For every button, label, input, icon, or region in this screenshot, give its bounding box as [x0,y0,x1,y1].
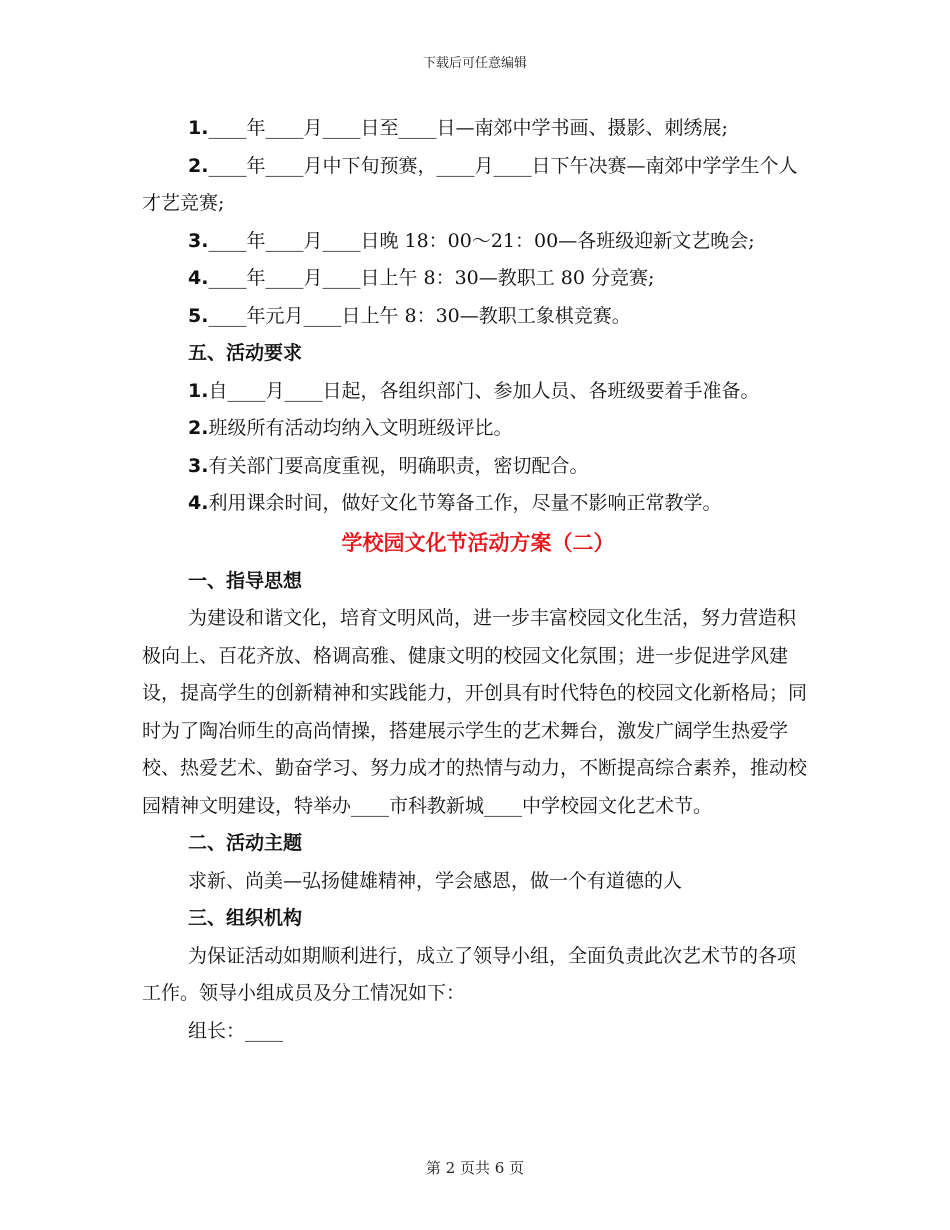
requirement-item-4 [142,485,814,523]
item-text: 利用课余时间，做好文化节筹备工作，尽量不影响正常教学。 [208,492,722,514]
section-heading-organization: 三、组织机构 [188,907,303,929]
item-number: 1. [188,379,209,402]
item-text: 班级所有活动均纳入文明班级评比。 [208,417,513,439]
schedule-item-1 [142,110,814,148]
theme-paragraph: 求新、尚美—弘扬健雄精神，学会感恩，做一个有道德的人 [188,869,683,892]
page-header: 下载后可任意编辑 [422,56,527,71]
item-text: ____年____月____日上午 8：30—教职工 80 分竞赛; [208,267,655,289]
item-number: 2. [188,154,209,177]
leader-line: 组长：____ [188,1019,284,1042]
item-text: ____年____月____日至____日—南郊中学书画、摄影、刺绣展; [208,117,728,139]
item-number: 4. [188,492,209,514]
section-heading-requirements: 五、活动要求 [188,342,303,364]
document-body [142,110,814,1050]
section-heading-guiding: 一、指导思想 [188,569,303,592]
requirement-item-2 [142,410,814,448]
organization-paragraph: 为保证活动如期顺利进行，成立了领导小组，全面负责此次艺术节的各项工作。领导小组成员及分工情况如下： [142,944,797,1004]
item-number: 1. [188,117,209,139]
item-text: ____年____月中下旬预赛，____月____日下午决赛—南郊中学学生个人才艺竞赛; [142,154,798,214]
item-text: ____年____月____日晚 18：00～21：00—各班级迎新文艺晚会; [208,229,755,252]
item-number: 4. [188,267,209,289]
section-heading-theme: 二、活动主题 [188,832,303,854]
requirement-item-3 [142,448,814,486]
item-number: 5. [188,304,209,327]
requirement-item-1 [142,373,814,411]
item-number: 3. [188,229,209,252]
page-footer: 第 2 页共 6 页 [425,1159,525,1177]
item-text: ____年元月____日上午 8：30—教职工象棋竞赛。 [208,304,631,327]
item-text: 有关部门要高度重视，明确职责，密切配合。 [208,454,589,477]
schedule-item-5 [142,298,814,336]
document-title: 学校园文化节活动方案（二） [341,530,615,555]
schedule-item-2 [142,148,814,223]
item-text: 自____月____日起，各组织部门、参加人员、各班级要着手准备。 [208,379,760,402]
guiding-paragraph: 为建设和谐文化，培育文明风尚，进一步丰富校园文化生活，努力营造积极向上、百花齐放、格调高雅、健康文明的校园文化氛围；进一步促进学风建设，提高学生的创新精神和实践能力，开创具有时代特色的校园文化新格局；同时为了陶冶师生的高尚情操，搭建展示学生的艺术舞台，激发广阔学生热爱学校、热爱艺术、勤奋学习、努力成才的热情与动力，不断提高综合素养，推动校园精神文明建设，特举办____市科教新城____中学校园文化艺术节。 [142,607,808,817]
schedule-item-3 [142,223,814,261]
item-number: 2. [188,417,209,439]
item-number: 3. [188,454,209,477]
schedule-item-4 [142,260,814,298]
